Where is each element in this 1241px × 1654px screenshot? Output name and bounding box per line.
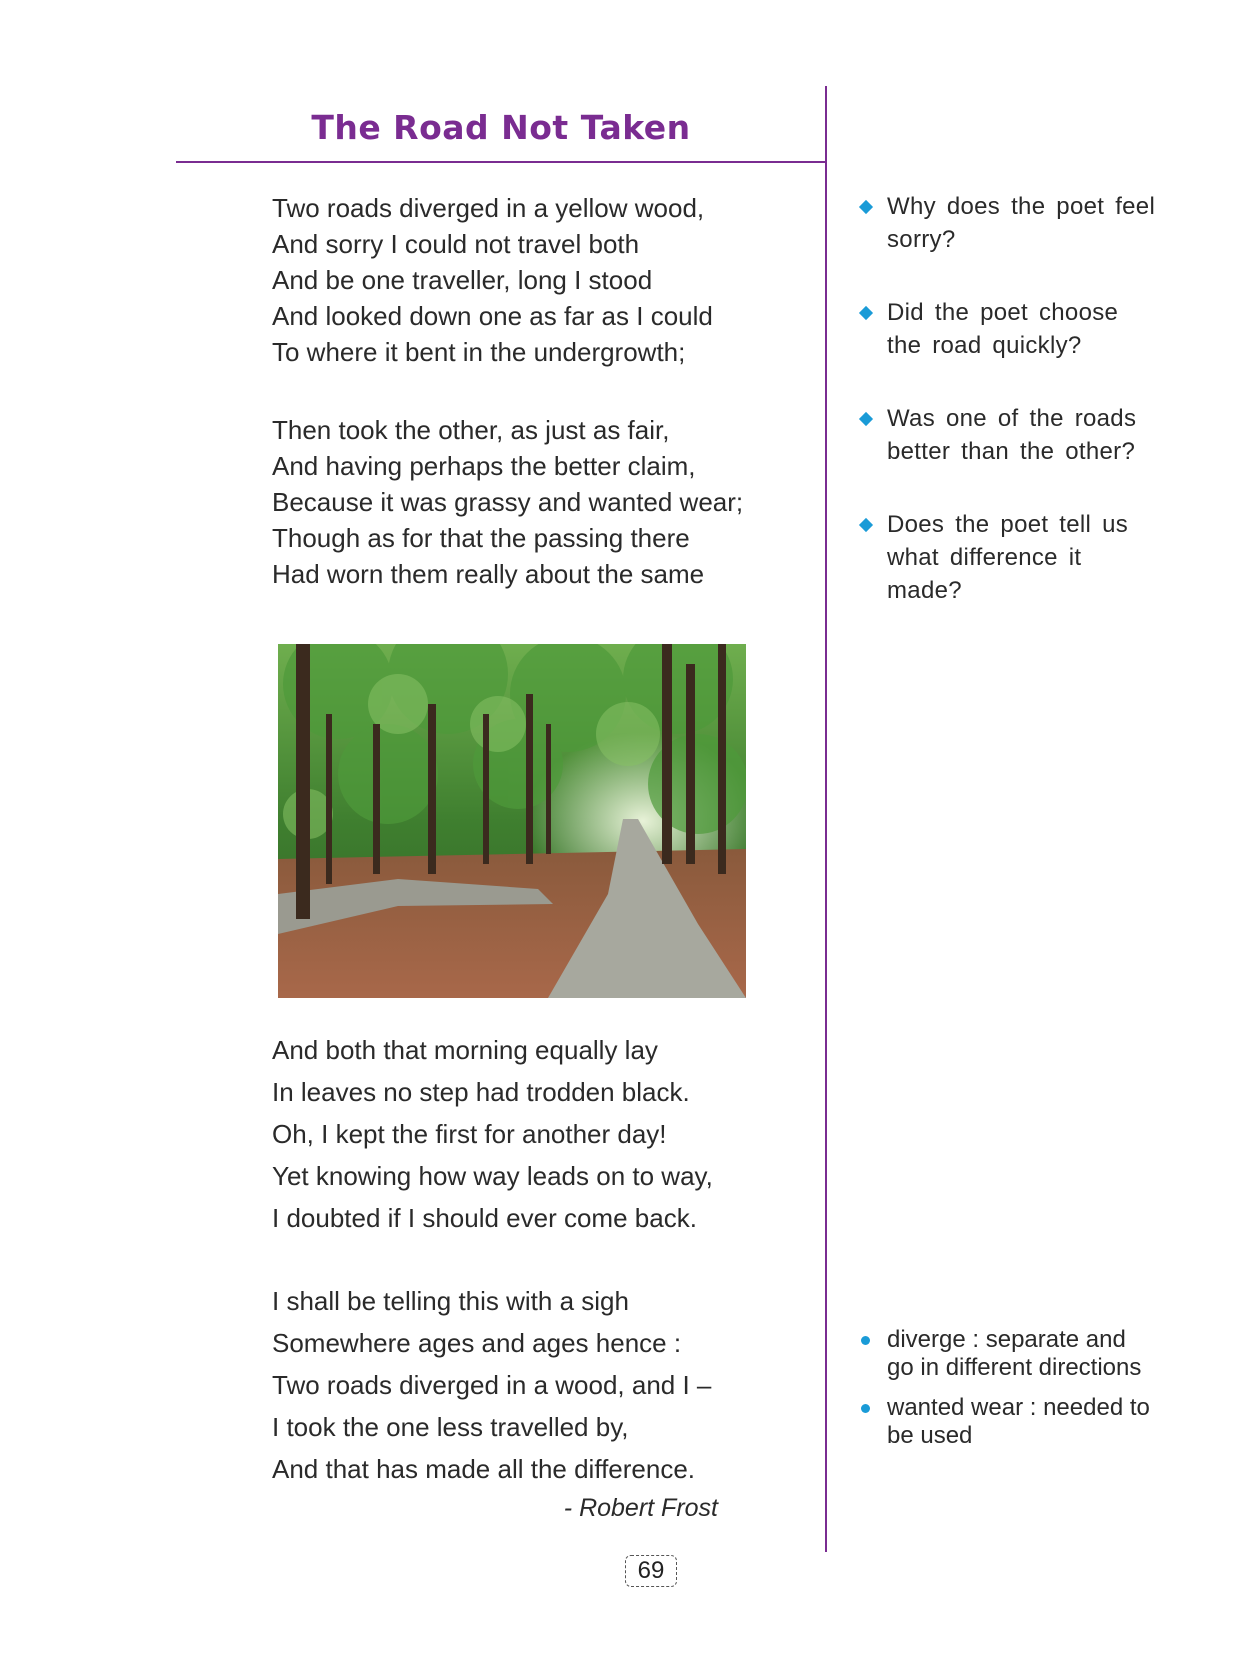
diamond-bullet-icon (859, 306, 873, 320)
poem-line: And sorry I could not travel both (272, 229, 640, 259)
stanza-1 (272, 190, 713, 370)
poem-line: Because it was grassy and wanted wear; (272, 487, 744, 517)
diamond-bullet-icon (859, 518, 873, 532)
glossary-item (857, 1326, 1157, 1382)
question-item (857, 508, 1157, 607)
poem-line: And looked down one as far as I could (272, 301, 713, 331)
poem-title: The Road Not Taken (311, 108, 691, 147)
question-item (857, 402, 1157, 468)
glossary (857, 1326, 1157, 1450)
poem-line: Yet knowing how way leads on to way, (272, 1161, 713, 1191)
diamond-bullet-icon (859, 200, 873, 214)
poem-line: Though as for that the passing there (272, 523, 690, 553)
poem-line: And having perhaps the better claim, (272, 451, 696, 481)
diamond-bullet-icon (859, 412, 873, 426)
poem-line: Somewhere ages and ages hence : (272, 1328, 682, 1358)
glossary-text: wanted wear : needed to be used (887, 1394, 1150, 1449)
glossary-text: diverge : separate and go in different directions (887, 1326, 1142, 1381)
poem-line: And both that morning equally lay (272, 1035, 658, 1065)
question-text: Did the poet choose the road quickly? (887, 299, 1119, 359)
forest-road-photo (278, 644, 746, 998)
poem-line: In leaves no step had trodden black. (272, 1077, 690, 1107)
poem-line: I took the one less travelled by, (272, 1412, 629, 1442)
poem-author: - Robert Frost (563, 1494, 718, 1522)
margin-questions (857, 190, 1157, 607)
poem-line: Had worn them really about the same (272, 559, 705, 589)
question-item (857, 296, 1157, 362)
question-item (857, 190, 1157, 256)
title-underline (176, 161, 826, 163)
question-text: Was one of the roads better than the other? (887, 405, 1137, 465)
poem-line: And be one traveller, long I stood (272, 265, 653, 295)
poem-line: Oh, I kept the first for another day! (272, 1119, 667, 1149)
stanza-4 (272, 1280, 711, 1490)
poem-line: Two roads diverged in a wood, and I – (272, 1370, 712, 1400)
poem-line: I shall be telling this with a sigh (272, 1286, 629, 1316)
poem-line: I doubted if I should ever come back. (272, 1203, 697, 1233)
question-text: Why does the poet feel sorry? (887, 193, 1156, 253)
poem-line: Then took the other, as just as fair, (272, 415, 670, 445)
stanza-3 (272, 1029, 713, 1239)
glossary-item (857, 1394, 1157, 1450)
dot-bullet-icon (861, 1336, 870, 1345)
page-number: 69 (625, 1555, 677, 1587)
poem-line: And that has made all the difference. (272, 1454, 696, 1484)
poem-line: To where it bent in the undergrowth; (272, 337, 686, 367)
stanza-2 (272, 412, 743, 592)
poem-line: Two roads diverged in a yellow wood, (272, 193, 705, 223)
column-divider (825, 86, 827, 1552)
dot-bullet-icon (861, 1404, 870, 1413)
question-text: Does the poet tell us what difference it made? (887, 511, 1129, 604)
